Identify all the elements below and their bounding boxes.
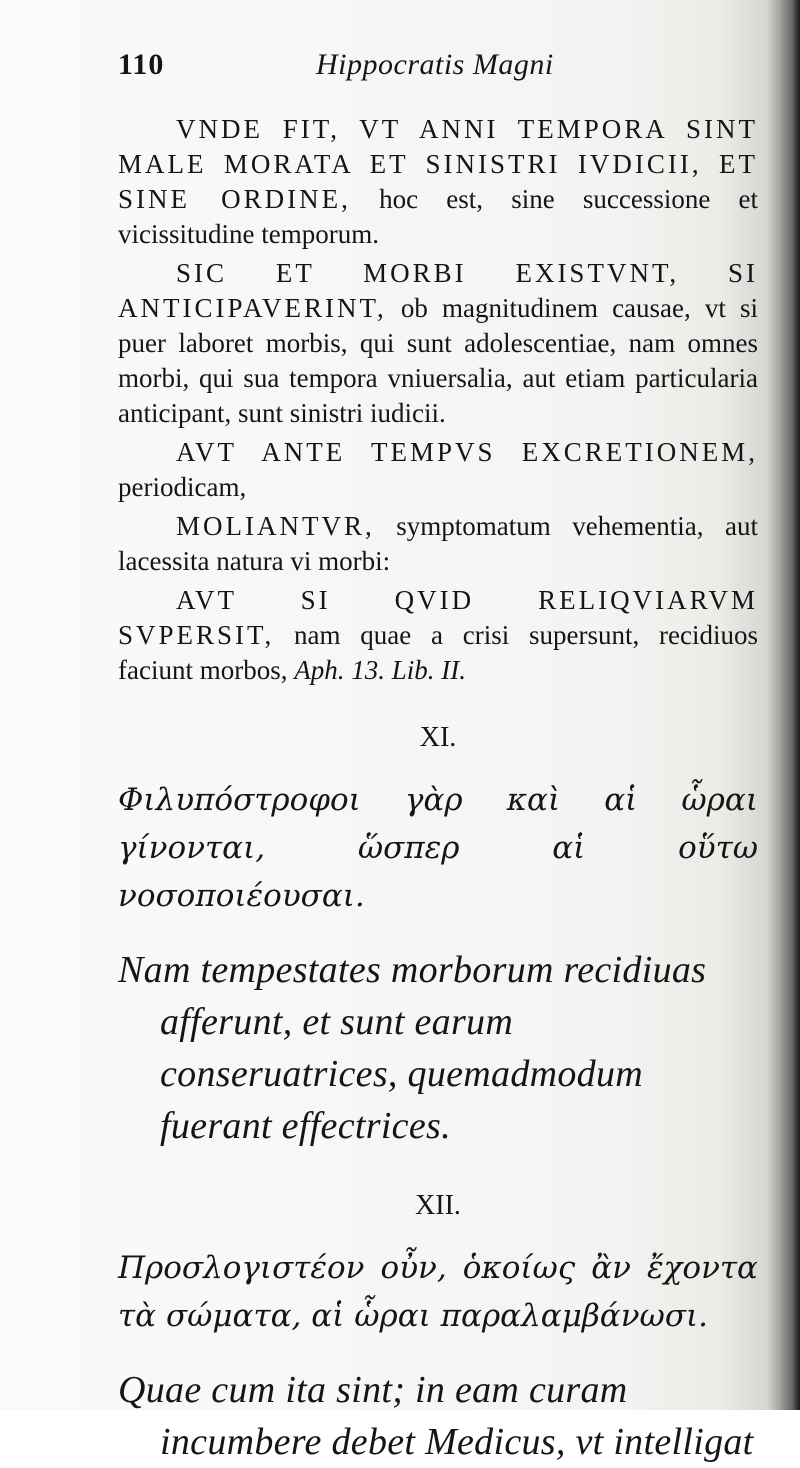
lemma: SIC ET MORBI EXISTVNT, SI ANTICIPAVERINT, [118,258,758,323]
commentary-paragraph [118,509,758,579]
commentary-paragraph [118,256,758,431]
page-number: 110 [118,48,165,81]
commentary-paragraph [118,583,758,688]
latin-translation-xii: Quae cum ita sint; in eam curam incumbere debet Medicus, vt intelligat [118,1369,754,1463]
commentary-paragraph [118,435,758,505]
greek-text-xii: Προσλογιστέον οὖν, ὁκοίως ἂν ἔχοντα τὰ σώματα, αἱ ὧραι παραλαμβάνωσι. [118,1250,758,1334]
lemma: AVT ANTE TEMPVS EXCRETIONEM, [176,437,758,467]
page-header [118,48,758,92]
lemma: MOLIANTVR, [176,511,375,541]
gutter-shadow [766,0,800,1410]
gloss: periodicam, [118,472,247,502]
lemma: AVT SI QVID RELIQVIARVM SVPERSIT, [118,585,758,650]
gloss: nam quae a crisi supersunt, recidiuos faciunt morbos, [118,620,758,685]
commentary-paragraph [118,112,758,252]
section-number-xi: XI. [419,722,457,753]
gloss: symptomatum vehementia, aut lacessita natura vi morbi: [118,511,758,576]
running-head: Hippocratis Magni [316,48,554,81]
latin-translation-xi: Nam tempestates morborum recidiuas afferunt, et sunt earum conseruatrices, quemadmodum fuerant effectrices. [118,949,707,1147]
gloss: ob magnitudinem causae, vt si puer laboret morbis, qui sunt adolescentiae, nam omnes morbi, qui sua tempora vniuersalia, aut etiam particularia anticipant, sunt sinistri iudicii. [118,293,758,428]
page-body [118,112,758,1468]
lemma: VNDE FIT, VT ANNI TEMPORA SINT MALE MORATA ET SINISTRI IVDICII, ET SINE ORDINE, [118,114,758,214]
aphorism-reference: Aph. 13. Lib. II. [294,655,466,685]
section-number-xii: XII. [415,1190,461,1221]
greek-text-xi: Φιλυπόστροφοι γὰρ καὶ αἱ ὧραι γίνονται, ὥσπερ αἱ οὕτω νοσοποιέουσαι. [118,782,758,914]
gloss: hoc est, sine successione et vicissitudine temporum. [118,184,758,249]
